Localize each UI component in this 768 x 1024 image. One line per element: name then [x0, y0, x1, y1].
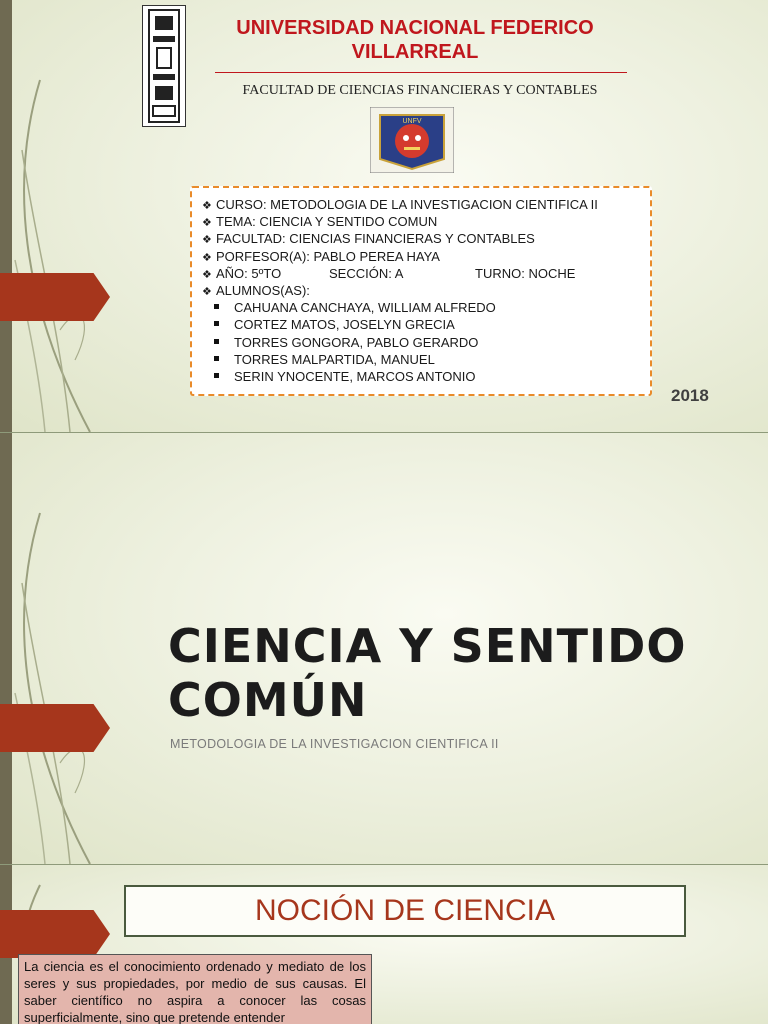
- diamond-bullet-icon: ❖: [202, 268, 212, 281]
- info-row-tema: ❖ TEMA: CIENCIA Y SENTIDO COMUN: [202, 213, 640, 230]
- year-label: 2018: [671, 386, 709, 405]
- arrow-marker: [0, 704, 110, 752]
- svg-text:UNFV: UNFV: [402, 118, 422, 125]
- square-bullet-icon: [214, 357, 222, 364]
- plant-decoration: [0, 433, 130, 864]
- arrow-marker: [0, 910, 110, 958]
- plant-decoration: [0, 0, 130, 432]
- slide-cover: [0, 433, 768, 864]
- slide-science-notion: [0, 865, 768, 1024]
- section-heading: NOCIÓN DE CIENCIA: [124, 885, 686, 937]
- diamond-bullet-icon: ❖: [202, 217, 212, 230]
- university-crest-logo: [370, 107, 454, 173]
- student-item: SERIN YNOCENTE, MARCOS ANTONIO: [202, 368, 640, 385]
- presentation-subtitle: METODOLOGIA DE LA INVESTIGACION CIENTIFICA II: [170, 737, 499, 751]
- slide-title-page: [0, 0, 768, 432]
- course-info-box: [190, 186, 652, 396]
- info-row-curso: ❖ CURSO: METODOLOGIA DE LA INVESTIGACION CIENTIFICA II: [202, 196, 640, 213]
- square-bullet-icon: [214, 340, 222, 347]
- student-item: CAHUANA CANCHAYA, WILLIAM ALFREDO: [202, 299, 640, 316]
- info-row-year-section-shift: ❖ AÑO: 5ºTO SECCIÓN: A TURNO: NOCHE: [202, 265, 640, 282]
- diamond-bullet-icon: ❖: [202, 234, 212, 247]
- arrow-marker: [0, 273, 110, 321]
- student-item: TORRES GONGORA, PABLO GERARDO: [202, 334, 640, 351]
- totem-logo: [142, 5, 186, 127]
- info-row-facultad: ❖ FACULTAD: CIENCIAS FINANCIERAS Y CONTABLES: [202, 230, 640, 247]
- divider: [215, 72, 627, 73]
- student-item: TORRES MALPARTIDA, MANUEL: [202, 351, 640, 368]
- faculty-header: FACULTAD DE CIENCIAS FINANCIERAS Y CONTABLES: [242, 83, 598, 98]
- diamond-bullet-icon: ❖: [202, 200, 212, 212]
- square-bullet-icon: [214, 322, 222, 329]
- square-bullet-icon: [214, 374, 222, 381]
- diamond-bullet-icon: ❖: [202, 251, 212, 264]
- square-bullet-icon: [214, 305, 222, 312]
- student-item: CORTEZ MATOS, JOSELYN GRECIA: [202, 316, 640, 333]
- presentation-title: CIENCIA Y SENTIDO COMÚN: [168, 619, 687, 727]
- info-row-profesor: ❖ PORFESOR(A): PABLO PEREA HAYA: [202, 248, 640, 265]
- info-row-alumnos: ❖ ALUMNOS(AS):: [202, 282, 640, 299]
- diamond-bullet-icon: ❖: [202, 285, 212, 298]
- university-name: UNIVERSIDAD NACIONAL FEDERICO VILLARREAL: [236, 17, 594, 63]
- definition-text: La ciencia es el conocimiento ordenado y mediato de los seres y sus propiedades, por medio de sus causas. El saber científico no aspira a conocer las cosas superficialmente, sino que pretende entender: [18, 954, 372, 1024]
